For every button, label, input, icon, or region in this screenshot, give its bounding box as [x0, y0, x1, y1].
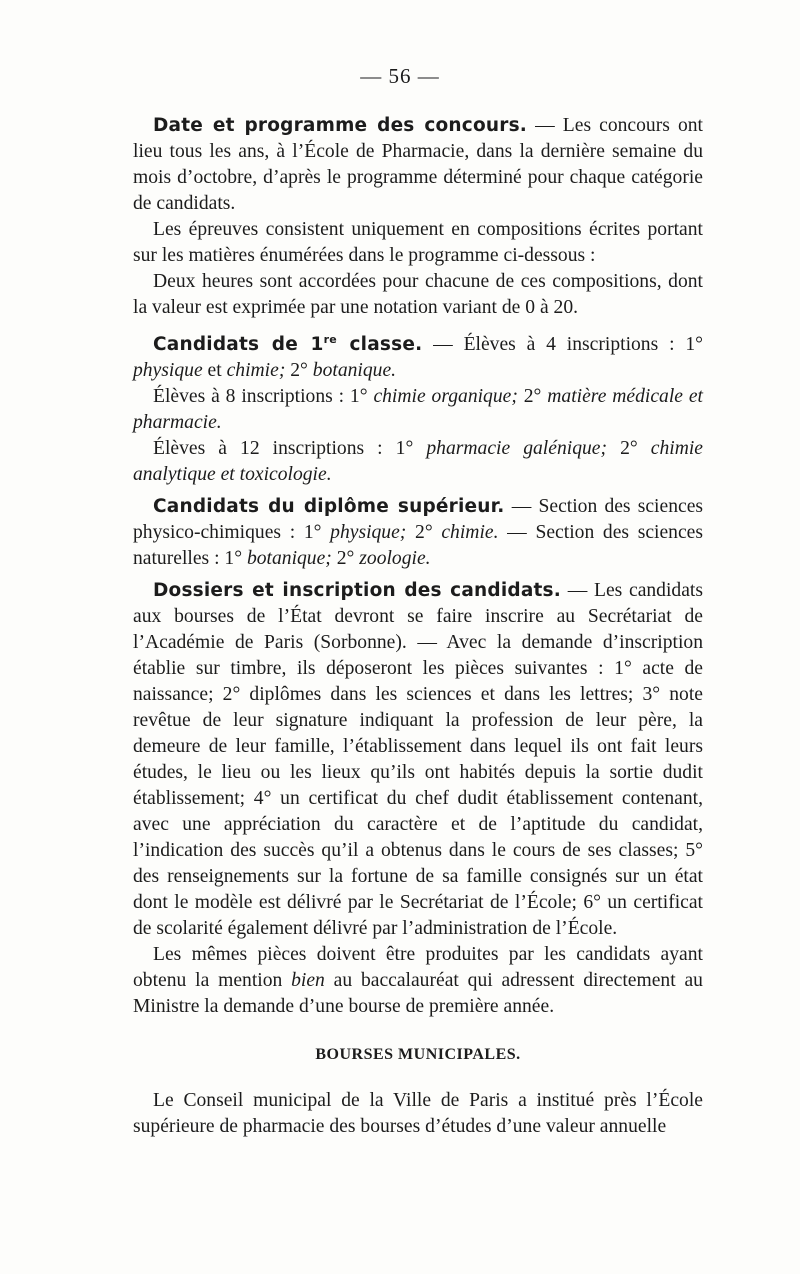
paragraph-heures: Deux heures sont accordées pour chacune de ces compositions, dont la valeur est exprimée par une notation variant de 0 à 20. [133, 271, 703, 318]
paragraph-text: — Les concours ont lieu tous les ans, à l’École de Pharmacie, dans la dernière semaine du mois d’octobre, d’après le programme déterminé pour chaque catégorie de candidats. [133, 115, 703, 214]
heading-part: classe. [336, 334, 423, 356]
text-run: — Élèves à 4 inscriptions : 1° [422, 334, 703, 356]
section-title-bourses-municipales: BOURSES MUNICIPALES. [315, 1046, 521, 1064]
text-run: au baccalauréat qui adressent directement au Ministre la demande d’une bourse de première année. [133, 970, 703, 1018]
subject: physique [133, 360, 203, 382]
text-run: Élèves à 12 inscriptions : 1° [153, 438, 427, 460]
text-run: 2° [517, 386, 548, 408]
paragraph-text: — Les candidats aux bourses de l’État devront se faire inscrire au Secrétariat de l’Académie de Paris (Sorbonne). — Avec la demande d’inscription établie sur timbre, ils déposeront les pièces suivantes : 1° acte de naissance; 2° diplômes dans les sciences et dans les lettres; 3° note revêtue de leur signature indiquant la profession de leur père, la demeure de leur famille, l’établissement dans lequel ils ont fait leurs études, le lieu ou les lieux qu’ils ont habités depuis la sortie dudit établissement; 4° un certificat du chef dudit établissement contenant, avec une appréciation du caractère et de l’aptitude du candidat, l’indication des succès qu’il a obtenus dans le cours de ses classes; 5° des renseignements sur la fortune de sa famille consignés sur un état dont le modèle est délivré par le Secrétariat de l’École; 6° un certificat de scolarité également délivré par l’administration de l’École. [133, 580, 703, 940]
paragraph-8-inscriptions [133, 384, 703, 436]
subject: chimie. [441, 522, 499, 544]
subject: botanique; [246, 548, 332, 570]
text-run: et [202, 360, 227, 382]
text-run: 2° [285, 360, 313, 382]
paragraph-memes-pieces [133, 942, 703, 1020]
text-run: — Section des sciences naturelles : 1° [133, 522, 704, 570]
paragraph-date-programme [133, 113, 703, 217]
section-heading-diplome: Candidats du diplôme supérieur. [153, 496, 505, 518]
paragraph-epreuves: Les épreuves consistent uniquement en compositions écrites portant sur les matières énumérées dans le programme ci-dessous : [133, 219, 703, 266]
section-heading-dossiers: Dossiers et inscription des candidats. [153, 580, 561, 602]
heading-superscript: re [323, 333, 337, 346]
section-heading-date: Date et programme des concours. [153, 115, 528, 136]
paragraph-diplome-superieur [133, 494, 703, 572]
page-body [133, 113, 703, 1140]
text-run: 2° [331, 548, 360, 570]
subject: botanique. [312, 360, 397, 382]
paragraph-conseil-municipal: Le Conseil municipal de la Ville de Paris a institué près l’École supérieure de pharmacie des bourses d’études d’une valeur annuelle [133, 1090, 703, 1138]
subject: matière médicale et pharmacie. [133, 386, 703, 434]
text-run: Les mêmes pièces doivent être produites par les candidats ayant obtenu la mention [133, 944, 703, 992]
subject: chimie analytique et toxicologie. [133, 438, 703, 486]
text-run: Élèves à 8 inscriptions : 1° [153, 386, 374, 408]
heading-part: Candidats de 1 [153, 334, 324, 356]
subject: physique; [330, 522, 407, 544]
paragraph-dossiers [133, 578, 703, 942]
subject: zoologie. [359, 548, 431, 570]
paragraph-12-inscriptions [133, 436, 703, 488]
subject: chimie organique; [373, 386, 518, 408]
emphasis: bien [291, 970, 325, 992]
text-run: 2° [406, 522, 442, 544]
subject: pharmacie galénique; [426, 438, 608, 460]
text-run: — Section des sciences physico-chimiques : 1° [133, 496, 704, 544]
subject: chimie; [226, 360, 286, 382]
text-run: 2° [607, 438, 651, 460]
page-number: — 56 — [360, 64, 440, 88]
paragraph-candidats-1re [133, 327, 703, 384]
section-heading-1re-classe [153, 334, 422, 355]
